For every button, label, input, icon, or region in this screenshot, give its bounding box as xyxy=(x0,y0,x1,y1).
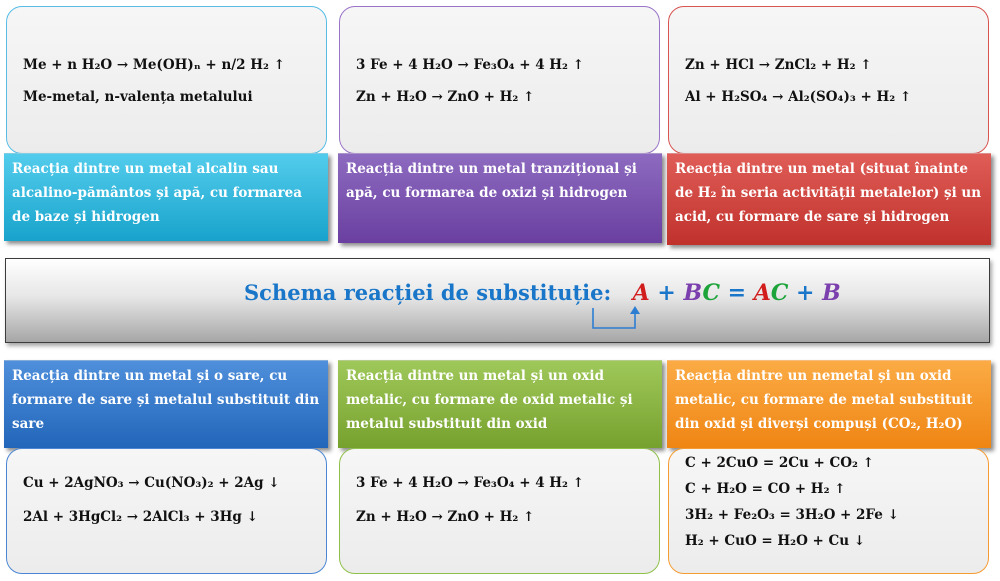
formula-c: C xyxy=(770,280,789,306)
label-line: Reacția dintre un metal tranzițional și xyxy=(346,161,637,177)
equation-line: 3 Fe + 4 H₂O → Fe₃O₄ + 4 H₂ ↑ xyxy=(356,475,584,491)
equation-line: 2Al + 3HgCl₂ → 2AlCl₃ + 3Hg ↓ xyxy=(23,509,258,525)
equation-line: 3H₂ + Fe₂O₃ = 3H₂O + 2Fe ↓ xyxy=(685,507,899,523)
equation-list xyxy=(685,455,980,559)
formula-equals: = xyxy=(727,280,747,306)
card-alkali-water xyxy=(6,6,327,154)
label-transition-water xyxy=(338,153,662,243)
card-nonmetal-oxide xyxy=(668,448,989,574)
label-line: Reacția dintre un metal și un oxid xyxy=(346,368,605,384)
equation-list xyxy=(23,57,318,121)
label-line: Reacția dintre un nemetal și un oxid xyxy=(675,368,952,384)
label-line: apă, cu formarea de oxizi și hidrogen xyxy=(346,185,628,201)
card-metal-acid xyxy=(668,6,989,154)
label-line: de H₂ în seria activității metalelor) și un xyxy=(675,185,982,201)
label-line: de baze și hidrogen xyxy=(12,209,160,225)
label-line: metalic, cu formare de oxid metalic și xyxy=(346,392,633,408)
equation-line: C + 2CuO = 2Cu + CO₂ ↑ xyxy=(685,455,874,471)
label-alkali-water xyxy=(4,153,328,241)
equation-line: Cu + 2AgNO₃ → Cu(NO₃)₂ + 2Ag ↓ xyxy=(23,475,280,491)
equation-line: H₂ + CuO = H₂O + Cu ↓ xyxy=(685,533,866,549)
label-line: Reacția dintre un metal alcalin sau xyxy=(12,161,279,177)
substitution-arrow-icon xyxy=(585,304,645,334)
substitution-formula xyxy=(633,280,841,306)
label-metal-oxide xyxy=(338,360,662,448)
equation-line: Zn + H₂O → ZnO + H₂ ↑ xyxy=(356,509,535,525)
label-nonmetal-oxide xyxy=(667,360,991,448)
label-line: acid, cu formare de sare și hidrogen xyxy=(675,209,950,225)
formula-b: B xyxy=(822,280,841,306)
equation-list xyxy=(356,475,651,543)
formula-a: A xyxy=(753,280,771,306)
equation-line: Zn + H₂O → ZnO + H₂ ↑ xyxy=(356,89,535,105)
banner-title: Schema reacției de substituție: xyxy=(244,280,612,305)
label-line: formare de sare și metalul substituit din xyxy=(12,392,320,408)
label-line: Reacția dintre un metal (situat înainte xyxy=(675,161,968,177)
card-metal-oxide xyxy=(339,448,660,574)
equation-line: Al + H₂SO₄ → Al₂(SO₄)₃ + H₂ ↑ xyxy=(685,89,912,105)
label-metal-salt xyxy=(4,360,328,448)
equation-line: Me-metal, n-valența metalului xyxy=(23,89,253,105)
equation-list xyxy=(356,57,651,121)
label-line: din oxid și diverși compuși (CO₂, H₂O) xyxy=(675,416,963,432)
formula-b: B xyxy=(683,280,703,306)
label-metal-acid xyxy=(667,153,991,245)
label-line: Reacția dintre un metal și o sare, cu xyxy=(12,368,288,384)
label-line: metalic, cu formare de metal substituit xyxy=(675,392,973,408)
card-transition-water xyxy=(339,6,660,154)
banner-text xyxy=(244,280,841,306)
equation-line: C + H₂O = CO + H₂ ↑ xyxy=(685,481,846,497)
formula-c: C xyxy=(702,280,720,306)
label-line: sare xyxy=(12,416,45,432)
equation-line: Me + n H₂O → Me(OH)ₙ + n/2 H₂ ↑ xyxy=(23,57,285,73)
equation-list xyxy=(685,57,980,121)
substitution-scheme-banner xyxy=(5,258,990,343)
label-line: alcalino-pământos și apă, cu formarea xyxy=(12,185,302,201)
card-metal-salt xyxy=(6,448,327,574)
equation-line: Zn + HCl → ZnCl₂ + H₂ ↑ xyxy=(685,57,872,73)
equation-line: 3 Fe + 4 H₂O → Fe₃O₄ + 4 H₂ ↑ xyxy=(356,57,584,73)
equation-list xyxy=(23,475,318,543)
formula-a: A xyxy=(632,280,650,306)
formula-plus: + xyxy=(657,280,676,306)
formula-plus: + xyxy=(796,280,815,306)
label-line: metalul substituit din oxid xyxy=(346,416,548,432)
